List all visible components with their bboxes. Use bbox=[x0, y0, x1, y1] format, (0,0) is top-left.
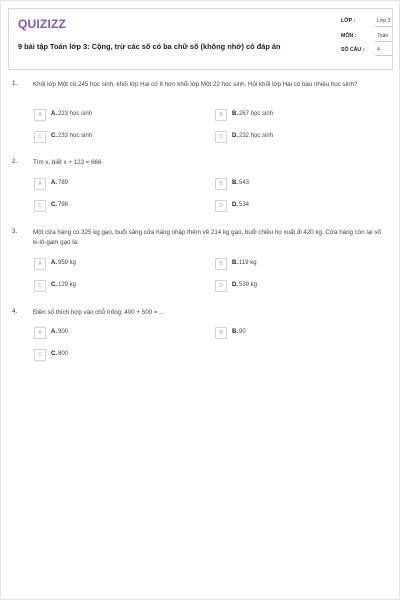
option-letter: D. bbox=[232, 202, 238, 208]
option-checkbox[interactable]: A bbox=[34, 109, 46, 121]
option-checkbox[interactable]: B bbox=[215, 258, 227, 270]
option-checkbox[interactable]: A bbox=[34, 178, 46, 190]
option-letter: A. bbox=[51, 260, 57, 266]
question-number: 3. bbox=[12, 228, 18, 235]
meta-label: SỐ CÂU : bbox=[341, 47, 365, 53]
meta-value: Lớp 3 bbox=[377, 18, 391, 24]
option-text: 90 bbox=[239, 329, 246, 335]
option-checkbox[interactable]: B bbox=[215, 109, 227, 121]
option-checkbox[interactable]: B bbox=[215, 327, 227, 339]
meta-value: Toán bbox=[377, 33, 389, 39]
meta-underline bbox=[375, 55, 393, 56]
meta-value: 4 bbox=[377, 47, 380, 53]
meta-underline bbox=[375, 26, 393, 27]
option-letter: A. bbox=[51, 329, 57, 335]
option-checkbox[interactable]: C bbox=[34, 131, 46, 143]
option-checkbox[interactable]: D bbox=[215, 200, 227, 212]
question-number: 2. bbox=[12, 158, 18, 165]
option-checkbox[interactable]: C bbox=[34, 349, 46, 361]
option-text: 233 học sinh bbox=[58, 133, 93, 139]
option-checkbox[interactable]: C bbox=[34, 200, 46, 212]
option-checkbox[interactable]: A bbox=[34, 327, 46, 339]
question-number: 4. bbox=[12, 308, 18, 315]
option-letter: C. bbox=[51, 202, 57, 208]
option-text: 800 bbox=[58, 351, 69, 357]
option-letter: B. bbox=[232, 180, 238, 186]
meta-label: MÔN : bbox=[341, 33, 357, 39]
option-checkbox[interactable]: D bbox=[215, 280, 227, 292]
option-text: 223 học sinh bbox=[58, 111, 93, 117]
option-letter: A. bbox=[51, 111, 57, 117]
question-number: 1. bbox=[12, 80, 18, 87]
option-letter: D. bbox=[232, 133, 238, 139]
option-letter: C. bbox=[51, 282, 57, 288]
question-text: Tìm x, biết x + 123 = 666 bbox=[33, 159, 102, 166]
quizizz-logo: QUIZIZZ bbox=[18, 17, 67, 31]
option-letter: B. bbox=[232, 260, 238, 266]
meta-label: LỚP : bbox=[341, 18, 356, 24]
option-checkbox[interactable]: C bbox=[34, 280, 46, 292]
option-text: 959 kg bbox=[58, 260, 77, 266]
question-text: Khối lớp Một có 245 học sinh, khối lớp Hai có ít hơn khối lớp Một 22 học sinh. Hỏi khối lớp Hai có bao nhiêu học sinh? bbox=[33, 81, 358, 88]
option-text: 129 kg bbox=[58, 282, 77, 288]
question-text: Một cửa hàng có 325 kg gạo, buổi sáng cửa hàng nhập thêm về 214 kg gạo, buổi chiều họ xuất đi 420 kg. Cửa hàng còn lại số ki-lô-gam gạo là: bbox=[33, 229, 381, 246]
option-letter: A. bbox=[51, 180, 57, 186]
worksheet-title: 9 bài tập Toán lớp 3: Cộng, trừ các số có ba chữ số (không nhớ) có đáp án bbox=[18, 42, 281, 51]
option-text: 900 bbox=[58, 329, 69, 335]
option-letter: D. bbox=[232, 282, 238, 288]
option-text: 539 kg bbox=[239, 282, 258, 288]
option-text: 798 bbox=[58, 202, 69, 208]
option-text: 267 học sinh bbox=[239, 111, 274, 117]
option-checkbox[interactable]: D bbox=[215, 131, 227, 143]
option-letter: B. bbox=[232, 329, 238, 335]
option-letter: C. bbox=[51, 351, 57, 357]
option-letter: B. bbox=[232, 111, 238, 117]
question-text: Điền số thích hợp vào chỗ trống: 400 + 500 = ... bbox=[33, 309, 165, 316]
option-text: 789 bbox=[58, 180, 69, 186]
option-checkbox[interactable]: A bbox=[34, 258, 46, 270]
option-text: 232 học sinh bbox=[239, 133, 274, 139]
option-text: 534 bbox=[239, 202, 250, 208]
option-text: 543 bbox=[239, 180, 250, 186]
worksheet-header bbox=[8, 8, 393, 70]
option-checkbox[interactable]: B bbox=[215, 178, 227, 190]
option-text: 119 kg bbox=[239, 260, 257, 266]
option-letter: C. bbox=[51, 133, 57, 139]
meta-underline bbox=[375, 41, 393, 42]
